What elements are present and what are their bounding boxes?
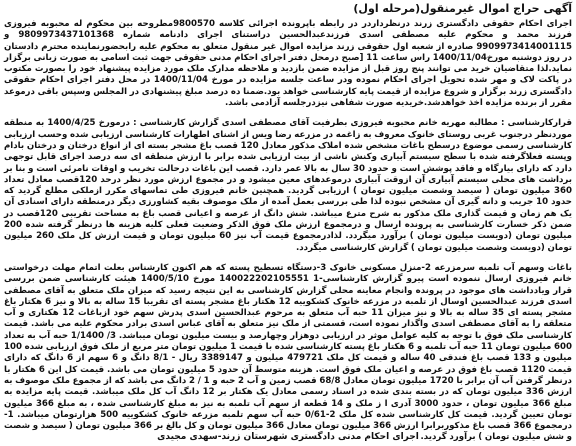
notice-paragraph-3: باغات وسهم آب تلمبه سرمزرعه 2-منزل مسکونی خانوک 3-دستگاه تسطیح پسته که هم اکنون کارشناس بعلت اتمام مهلت درخواستی خانم فیروزی ارسال ننموده است پیرو گزارش کارشناسی-1 140022202105551 مورخ 1400/5/10 هیئت کارشناسی ضمن بررسی قرار ویادداشت های موجود در پرونده وانجام معاینه محلی گزارش کارشناسی به این نتیجه رسید که میزان ملک متعلق به آقای مصطفی اسدی فرزند عبدالحسین اوسال از تلمبه در مزرعه خانوک کشکوییه 12 هکتار باغ مشجر پسته ای تقریبا 15 ساله به بالا و نیز 6 هکتار باغ مشجر پسته ای 35 ساله به بالا و نیز میزان 11 حبه آب متعلق به مرحوم عبدالحسین اسدی پدرش سهم خود ازباغات 12 هکتاری و آب متعلقه را به آقای مصطفی اسدی واگذار نموده است، قسمتی از ملک نیز متعلق به آقای عباس اسدی برادر محکوم علیه می باشد. قیمت کارشناسی ملک فوق با توجه به کلیه عوامل موثر در ارزیابی دوهزار وچهارصد و بیست میلیون تومان میباشد. 3/ 1/1400 حبه آب به تعداد 600 میلیون تومان 11 حبه آب تلمبه و 6 هکتار باغ پسته کارشناسی شده با قیمت 1 میلیون تومان متر مربع از ملک فوق ارزیابی شده 100 میلیون و 133 قصب باغ فندقی 40 ساله و قیمت کل ملک 479721 میلیون و 3389147 ریال - 8/1 دانگ و 6 سهم از 6 دانگ که دارای قیمت 1120 قصب باغ فوق در عرصه و اعیان ملک فوق است. هزینه متوسط آن حدود 5 میلیون تومان می باشد. قیمت کل این 6 هکتار با درنظر گرفتن آب آن برابر با 1720 میلیون تومان معادل 68/8 قصب زمین و آب 2 حبه و 1 / 2 دانگ می باشد که از مجموع ملک موصوف به ارزش 336 میلیون تومان که در بسته بندی شده در اسناد رسمی معادل یک هکتار بر 12 دانگ آب کل ملک میباشد. قیمت پایه مزایده به مبلغ 366 میلیون تومان ، حدود 3000 آدری ا ز ملک و 14 قطعه از سهم آب تلمبه به نیز به مبلغ کارشناسی شده ، به مبلغ 366 میلیون تومان تعیین گردید. قیمت کل کارشناسی شده کل ملک 2-0/61 حبه آب سهم تلمبه مزرعه خانوک کشکوییه 500 هزارتومان میباشد. 1-درمجموع 366 قصب باغ مذکوربرابرا ارزش 366 میلیون تومان معادل 366 میلیون تومان و کل بالغ بر 366 میلیون تومان ( سیصد و شصت و شش میلیون تومان ) برآورد گردید. <box>4 262 573 443</box>
notice-signature: اجرای احکام مدنی دادگستری شهرستان زرند-سهدی مجیدی <box>157 432 419 442</box>
notice-title: آگهی حراج اموال غیرمنقول(مرحله اول) <box>353 2 572 15</box>
notice-paragraph-2: قرارکارشناسی : مطالبه مهریه خانم محبوبه فیروزی بطرفیت آقای مصطفی اسدی گزارش کارشناسی : درمورخ 1400/4/25 به منطقه موردنظر درجنوب غربی روستای خانوک معروف به زاغمه در مزرعه رضا ویس از اشنای اطهارات کارشناسی ارزیابی شده وحسب ارزیابی کارشناسی رسمی موضوع درسطح باغات مشخص شده املاک مذکور معادل 120 قصب باغ مشجر بسته ای از انواع درختان و درختان بادام وپسته فعلاگرفته شده با سطح سیستم آبیاری وکنش ناشی از بیت ارزیابی شده برابر با ارزش منطقه ای سه درصد اجرای قابل توجهی دارد که دارای بیارگاه و فاقد پوشش است و حدود 30 سال به بالا عمر دارد. قصب این باغات درحالت تخریب و اوقات نامرئی است و بنا بر برداشت های محلی سیستم آبیاری آن ازوقت آبیاری درموعدهای معین میشود و در مجموع ارزش مورد نظر درحد 120قصب معادل تعداد 360 میلیون تومان ( سیصد وشصت میلیون تومان ) ارزیابی گردید. همچنین خانم فیروزی طی تماسهای مکرر ازملکی مطلع گردید که حدود 10 جریب و دانه گیری آن مشخص نبوده لذا طی بررسی بعمل آمده از ملک موصوف بقیه کشاورزی دیگر درمنطقه دارای اسنادی آن یک هم زمان و قیمت گذاری ملک مذکور به شرح مترع میباشد. شش دانگ از عرصه و اعیانی قصب باغ به مساحت تقریبی 120قصب در ضمن ذکر خسارت کارشناسی به پرونده ارسال و درمجموع ارزش ملک فوق الذکر وضعیت فعلی کلیه هزینه ها درنظر گرفته شده 200 میلیون تومان (دویست میلیون تومان ) برآورد میگردد. لذادرمجموع قیمت آب نیز 60 میلیون تومان و قیمت ارزش کل ملک 260 میلیون تومان (دویست وشصت میلیون تومان ) گزارش کارشناسی میگردد. <box>4 118 572 253</box>
notice-paragraph-1: اجرای احکام حقوقی دادگستری زرند درنظرداردر در رابطه باپرونده اجرائی کلاسه 9800570مطروحه بین محکوم له محبوبه فیروزی فرزند محمد و محکوم علیه مصطفی اسدی فرزندعبدالحسین دراستنای اجرای دادنامه شماره 9809973437101368 و 9909973414001115 صادره از شعبه اول حقوقی زرند مزایده اموال غیر منقول متعلق به محکوم علیه رابحضورنماینده محترم دادستان در روز دوشنبه مورخ1400/11/04 راس ساعت 11 [صبح درمحل دفتر اجرای احکام مدنی حقوقی جهت ثبت اسامی به صورت زبانی برگزار نماید.لذا متقاضیان خرید می توانند پنج روز قبل از مزایده ضمن بازدید و ملاحظه مدارک ملک مورد مزایده پیشنهاد خود را بصورت مکتوب در پاکت لاک و مهر شده تحویل اجرای احکام نموده ودر ساعت جلسه مزایده در مورخ 1400/11/04 در محل دفتر اجرای احکام حقوقی دادگستری زرند برگزار و شروع مزایده از قیمت پایه کارشناسی خواهد بود.ضمنا ده درصد مبلغ پیشنهادی در المجلس وسپس باقی درموعد مقرر از برنده مزایده اخذ خواهدشد.خریدیه صورت شفاهی نیزدرجلسه آزادمی باشد. <box>4 19 572 109</box>
